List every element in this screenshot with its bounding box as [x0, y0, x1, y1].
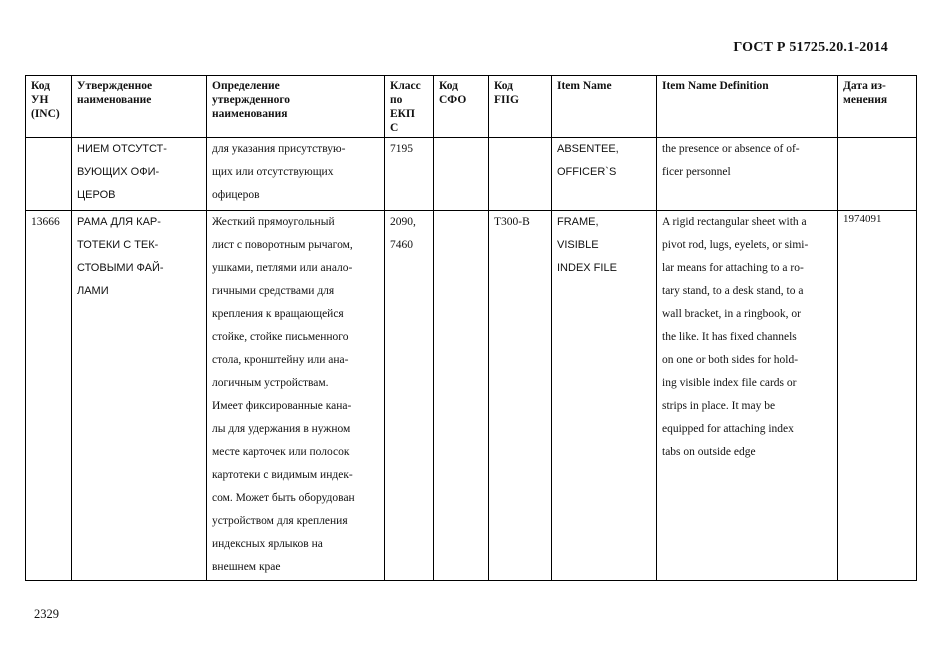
column-header-line: Дата из- [843, 80, 886, 92]
cell-text-line: equipped for attaching index [662, 423, 794, 435]
cell-text-line: офицеров [212, 189, 260, 201]
cell-text-line: wall bracket, in a ringbook, or [662, 308, 801, 320]
cell-text-line: лы для удержания в нужном [212, 423, 351, 435]
cell-text-line: lar means for attaching to a ro- [662, 262, 804, 274]
column-header-inc [26, 76, 72, 138]
cell-text-line: ing visible index file cards or [662, 377, 797, 389]
cell-fiig [489, 211, 552, 581]
cell-definition [207, 211, 385, 581]
cell-name [72, 138, 207, 211]
column-header-class [385, 76, 434, 138]
cell-text-line: 2090, [390, 216, 416, 228]
cell-text-line: on one or both sides for hold- [662, 354, 799, 366]
cell-text-line: FRAME, [557, 216, 599, 228]
cell-change-date [838, 138, 917, 211]
cell-text-line: A rigid rectangular sheet with a [662, 216, 807, 228]
cell-text-line: крепления к вращающейся [212, 308, 344, 320]
cell-text-line: логичным устройствам. [212, 377, 329, 389]
cell-text-line: щих или отсутствующих [212, 166, 334, 178]
cell-definition [207, 138, 385, 211]
page-number: 2329 [34, 607, 59, 621]
cell-text-line: НИЕМ ОТСУТСТ- [77, 143, 167, 155]
cell-item-name [552, 138, 657, 211]
cell-text-line: ЛАМИ [77, 285, 109, 297]
cell-text-line: ABSENTEE, [557, 143, 619, 155]
cell-text-line: ficer personnel [662, 166, 731, 178]
cell-text-line: strips in place. It may be [662, 400, 776, 412]
column-header-line: Код [31, 80, 51, 92]
cell-text-line: ушками, петлями или анало- [212, 262, 353, 274]
cell-text-line: индексных ярлыков на [212, 538, 323, 550]
column-header-line: С [390, 122, 399, 134]
cell-text-line: OFFICER`S [557, 166, 617, 178]
cell-item-definition [657, 211, 838, 581]
cell-text-line: Жесткий прямоугольный [212, 216, 335, 228]
column-header-line: (INC) [31, 108, 60, 120]
cell-text-line: pivot rod, lugs, eyelets, or simi- [662, 239, 809, 251]
cell-sfo [434, 138, 489, 211]
cell-text-line: стойке, стойке письменного [212, 331, 349, 343]
column-header-definition [207, 76, 385, 138]
column-header-change-date [838, 76, 917, 138]
cell-text-line: ЦЕРОВ [77, 189, 116, 201]
cell-item-definition [657, 138, 838, 211]
column-header-name [72, 76, 207, 138]
column-header-line: Item Name Definition [662, 80, 769, 92]
document-code: ГОСТ Р 51725.20.1-2014 [733, 40, 888, 55]
cell-text-line: 7195 [390, 143, 413, 155]
cell-class [385, 211, 434, 581]
cell-text-line: the like. It has fixed channels [662, 331, 797, 343]
header-row [26, 76, 917, 138]
cell-text-line: внешнем крае [212, 561, 281, 573]
cell-class [385, 138, 434, 211]
cell-text-line: сом. Может быть оборудован [212, 492, 355, 504]
cell-text-line: 13666 [31, 216, 60, 228]
cell-text-line: tabs on outside edge [662, 446, 756, 458]
column-header-line: утвержденного [212, 94, 291, 106]
catalog-table [25, 75, 917, 581]
cell-text-line: 1974091 [843, 213, 882, 225]
column-header-sfo [434, 76, 489, 138]
cell-text-line: РАМА ДЛЯ КАР- [77, 216, 161, 228]
column-header-line: Класс [390, 80, 421, 92]
cell-change-date [838, 211, 917, 581]
cell-text-line: для указания присутствую- [212, 143, 346, 155]
column-header-line: Item Name [557, 80, 612, 92]
cell-item-name [552, 211, 657, 581]
column-header-fiig [489, 76, 552, 138]
cell-text-line: лист с поворотным рычагом, [212, 239, 353, 251]
cell-text-line: СТОВЫМИ ФАЙ- [77, 262, 164, 274]
cell-fiig [489, 138, 552, 211]
cell-inc [26, 138, 72, 211]
table-row [26, 138, 917, 211]
cell-text-line: стола, кронштейну или ана- [212, 354, 349, 366]
cell-text-line: ТОТЕКИ С ТЕК- [77, 239, 159, 251]
cell-text-line: tary stand, to a desk stand, to a [662, 285, 804, 297]
column-header-line: по [390, 94, 403, 106]
column-header-line: УН [31, 94, 49, 106]
column-header-item-definition [657, 76, 838, 138]
cell-text-line: T300-B [494, 216, 530, 228]
cell-text-line: VISIBLE [557, 239, 599, 251]
cell-text-line: Имеет фиксированные кана- [212, 400, 352, 412]
cell-text-line: INDEX FILE [557, 262, 617, 274]
column-header-line: наименования [212, 108, 288, 120]
table-row [26, 211, 917, 581]
column-header-line: Код [494, 80, 514, 92]
column-header-line: СФО [439, 94, 467, 106]
cell-inc [26, 211, 72, 581]
column-header-item-name [552, 76, 657, 138]
column-header-line: Код [439, 80, 459, 92]
cell-name [72, 211, 207, 581]
cell-text-line: 7460 [390, 239, 413, 251]
cell-text-line: the presence or absence of of- [662, 143, 800, 155]
cell-text-line: устройством для крепления [212, 515, 348, 527]
column-header-line: Утвержденное [77, 80, 153, 92]
column-header-line: наименование [77, 94, 152, 106]
cell-text-line: ВУЮЩИХ ОФИ- [77, 166, 160, 178]
cell-text-line: гичными средствами для [212, 285, 335, 297]
column-header-line: ЕКП [390, 108, 415, 120]
cell-sfo [434, 211, 489, 581]
column-header-line: Определение [212, 80, 280, 92]
column-header-line: менения [843, 94, 888, 106]
cell-text-line: картотеки с видимым индек- [212, 469, 353, 481]
column-header-line: FIIG [494, 94, 519, 106]
cell-text-line: месте карточек или полосок [212, 446, 350, 458]
